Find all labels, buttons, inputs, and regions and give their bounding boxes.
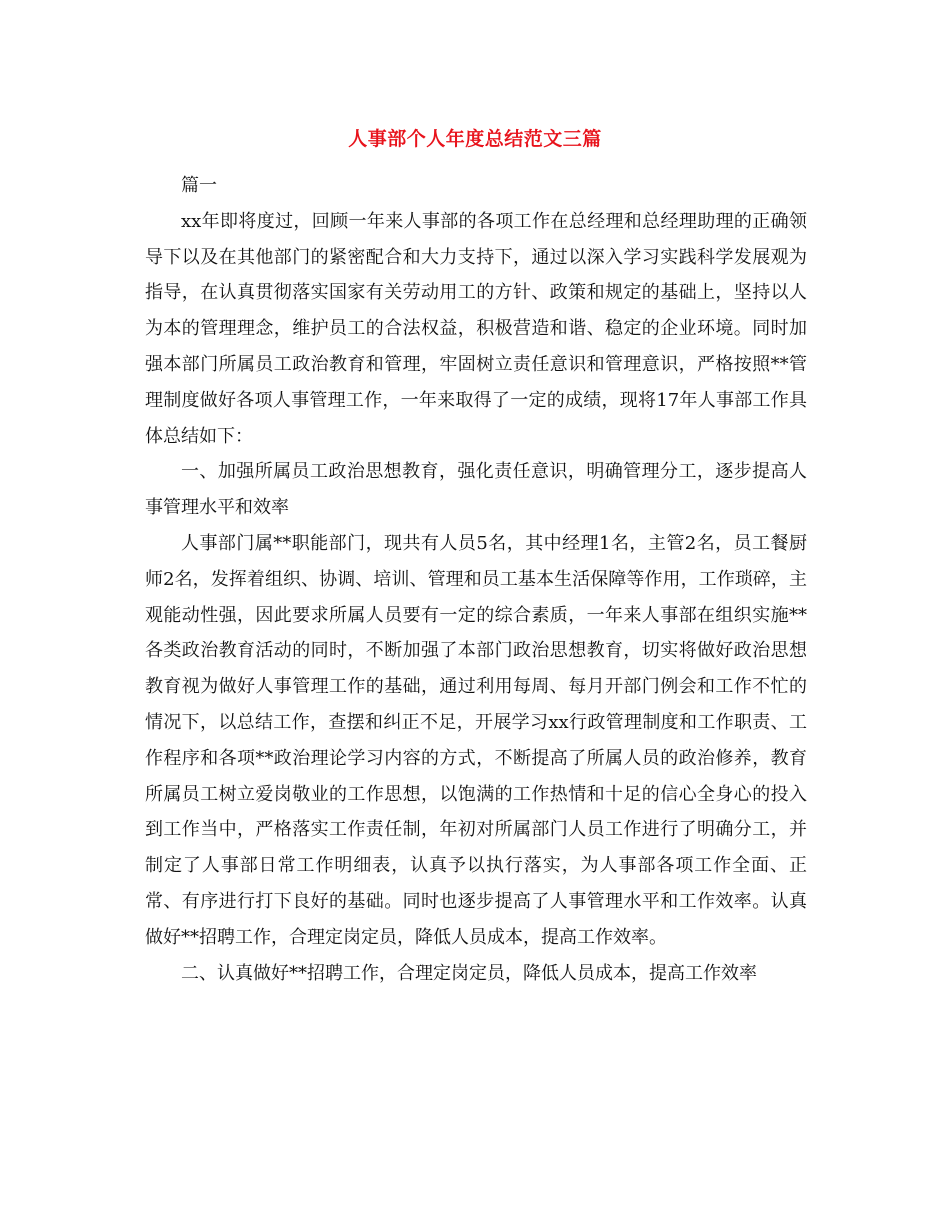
document-title: 人事部个人年度总结范文三篇 (348, 128, 602, 150)
heading-section-one: 一、加强所属员工政治思想教育，强化责任意识，明确管理分工，逐步提高人事管理水平和效率 (145, 461, 807, 519)
paragraph-section-one: 人事部门属**职能部门，现共有人员5名，其中经理1名，主管2名，员工餐厨师2名，发挥着组织、协调、培训、管理和员工基本生活保障等作用，工作琐碎，主观能动性强，因此要求所属人员要有一定的综合素质，一年来人事部在组织实施**各类政治教育活动的同时，不断加强了本部门政治思想教育，切实将做好政治思想教育视为做好人事管理工作的基础，通过利用每周、每月开部门例会和工作不忙的情况下，以总结工作，查摆和纠正不足，开展学习xx行政管理制度和工作职责、工作程序和各项**政治理论学习内容的方式，不断提高了所属人员的政治修养，教育所属员工树立爱岗敬业的工作思想，以饱满的工作热情和十足的信心全身心的投入到工作当中，严格落实工作责任制，年初对所属部门人员工作进行了明确分工，并制定了人事部日常工作明细表，认真予以执行落实，为人事部各项工作全面、正常、有序进行打下良好的基础。同时也逐步提高了人事管理水平和工作效率。认真做好**招聘工作，合理定岗定员，降低人员成本，提高工作效率。 (145, 532, 807, 948)
paragraph-intro: xx年即将度过，回顾一年来人事部的各项工作在总经理和总经理助理的正确领导下以及在其他部门的紧密配合和大力支持下，通过以深入学习实践科学发展观为指导，在认真贯彻落实国家有关劳动用工的方针、政策和规定的基础上，坚持以人为本的管理理念，维护员工的合法权益，积极营造和谐、稳定的企业环境。同时加强本部门所属员工政治教育和管理，牢固树立责任意识和管理意识，严格按照**管理制度做好各项人事管理工作，一年来取得了一定的成绩，现将17年人事部工作具体总结如下： (145, 210, 807, 447)
heading-section-two: 二、认真做好**招聘工作，合理定岗定员，降低人员成本，提高工作效率 (181, 962, 757, 984)
document-body (145, 168, 807, 991)
section-label-part-one: 篇一 (181, 175, 217, 196)
